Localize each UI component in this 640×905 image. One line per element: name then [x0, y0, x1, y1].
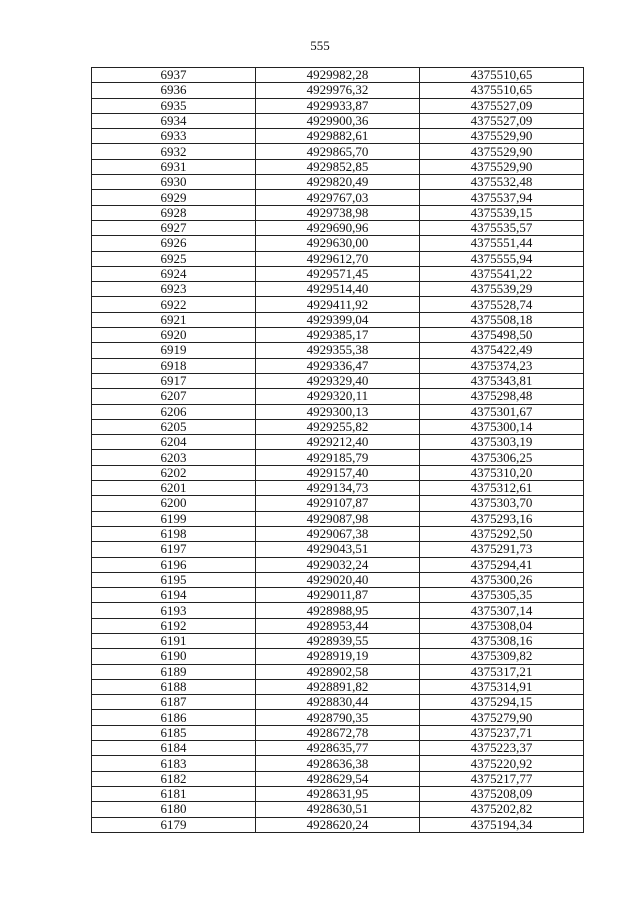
x-coordinate-cell: 4928790,35: [256, 710, 420, 725]
y-coordinate-cell: 4375312,61: [420, 481, 584, 496]
table-row: [92, 618, 584, 633]
x-coordinate-cell: 4929982,28: [256, 68, 420, 83]
x-coordinate-cell: 4929067,38: [256, 526, 420, 541]
x-coordinate-cell: 4929043,51: [256, 542, 420, 557]
x-coordinate-cell: 4928988,95: [256, 603, 420, 618]
x-coordinate-cell: 4928953,44: [256, 618, 420, 633]
x-coordinate-cell: 4929011,87: [256, 588, 420, 603]
x-coordinate-cell: 4929571,45: [256, 266, 420, 281]
table-row: [92, 190, 584, 205]
point-number-cell: 6185: [92, 725, 256, 740]
table-row: [92, 389, 584, 404]
table-row: [92, 542, 584, 557]
y-coordinate-cell: 4375237,71: [420, 725, 584, 740]
table-row: [92, 465, 584, 480]
y-coordinate-cell: 4375343,81: [420, 373, 584, 388]
point-number-cell: 6925: [92, 251, 256, 266]
y-coordinate-cell: 4375422,49: [420, 343, 584, 358]
table-row: [92, 526, 584, 541]
table-row: [92, 404, 584, 419]
point-number-cell: 6179: [92, 817, 256, 832]
point-number-cell: 6935: [92, 98, 256, 113]
table-row: [92, 695, 584, 710]
x-coordinate-cell: 4929933,87: [256, 98, 420, 113]
y-coordinate-cell: 4375279,90: [420, 710, 584, 725]
table-row: [92, 98, 584, 113]
table-row: [92, 282, 584, 297]
table-row: [92, 113, 584, 128]
y-coordinate-cell: 4375309,82: [420, 649, 584, 664]
y-coordinate-cell: 4375537,94: [420, 190, 584, 205]
y-coordinate-cell: 4375220,92: [420, 756, 584, 771]
y-coordinate-cell: 4375510,65: [420, 83, 584, 98]
y-coordinate-cell: 4375535,57: [420, 220, 584, 235]
table-row: [92, 664, 584, 679]
y-coordinate-cell: 4375532,48: [420, 175, 584, 190]
point-number-cell: 6919: [92, 343, 256, 358]
table-row: [92, 419, 584, 434]
y-coordinate-cell: 4375310,20: [420, 465, 584, 480]
x-coordinate-cell: 4929976,32: [256, 83, 420, 98]
x-coordinate-cell: 4929385,17: [256, 328, 420, 343]
point-number-cell: 6203: [92, 450, 256, 465]
point-number-cell: 6199: [92, 511, 256, 526]
table-row: [92, 496, 584, 511]
y-coordinate-cell: 4375529,90: [420, 129, 584, 144]
x-coordinate-cell: 4929329,40: [256, 373, 420, 388]
y-coordinate-cell: 4375303,19: [420, 435, 584, 450]
x-coordinate-cell: 4929134,73: [256, 481, 420, 496]
point-number-cell: 6181: [92, 786, 256, 801]
table-row: [92, 679, 584, 694]
table-row: [92, 435, 584, 450]
x-coordinate-cell: 4929767,03: [256, 190, 420, 205]
x-coordinate-cell: 4929411,92: [256, 297, 420, 312]
table-row: [92, 83, 584, 98]
point-number-cell: 6194: [92, 588, 256, 603]
point-number-cell: 6190: [92, 649, 256, 664]
y-coordinate-cell: 4375308,16: [420, 633, 584, 648]
point-number-cell: 6929: [92, 190, 256, 205]
point-number-cell: 6182: [92, 771, 256, 786]
x-coordinate-cell: 4929107,87: [256, 496, 420, 511]
point-number-cell: 6937: [92, 68, 256, 83]
table-row: [92, 159, 584, 174]
table-row: [92, 68, 584, 83]
table-row: [92, 373, 584, 388]
table-row: [92, 511, 584, 526]
table-row: [92, 358, 584, 373]
point-number-cell: 6923: [92, 282, 256, 297]
y-coordinate-cell: 4375551,44: [420, 236, 584, 251]
table-row: [92, 236, 584, 251]
point-number-cell: 6198: [92, 526, 256, 541]
y-coordinate-cell: 4375305,35: [420, 588, 584, 603]
point-number-cell: 6184: [92, 741, 256, 756]
table-row: [92, 129, 584, 144]
y-coordinate-cell: 4375300,26: [420, 572, 584, 587]
point-number-cell: 6202: [92, 465, 256, 480]
point-number-cell: 6204: [92, 435, 256, 450]
point-number-cell: 6928: [92, 205, 256, 220]
x-coordinate-cell: 4929020,40: [256, 572, 420, 587]
y-coordinate-cell: 4375498,50: [420, 328, 584, 343]
y-coordinate-cell: 4375217,77: [420, 771, 584, 786]
table-row: [92, 710, 584, 725]
point-number-cell: 6196: [92, 557, 256, 572]
point-number-cell: 6189: [92, 664, 256, 679]
point-number-cell: 6192: [92, 618, 256, 633]
y-coordinate-cell: 4375529,90: [420, 159, 584, 174]
table-row: [92, 802, 584, 817]
y-coordinate-cell: 4375317,21: [420, 664, 584, 679]
y-coordinate-cell: 4375208,09: [420, 786, 584, 801]
y-coordinate-cell: 4375292,50: [420, 526, 584, 541]
x-coordinate-cell: 4929185,79: [256, 450, 420, 465]
y-coordinate-cell: 4375202,82: [420, 802, 584, 817]
x-coordinate-cell: 4929852,85: [256, 159, 420, 174]
y-coordinate-cell: 4375294,15: [420, 695, 584, 710]
x-coordinate-cell: 4928939,55: [256, 633, 420, 648]
point-number-cell: 6206: [92, 404, 256, 419]
y-coordinate-cell: 4375374,23: [420, 358, 584, 373]
point-number-cell: 6926: [92, 236, 256, 251]
x-coordinate-cell: 4928635,77: [256, 741, 420, 756]
x-coordinate-cell: 4929882,61: [256, 129, 420, 144]
table-row: [92, 786, 584, 801]
table-row: [92, 633, 584, 648]
y-coordinate-cell: 4375510,65: [420, 68, 584, 83]
y-coordinate-cell: 4375307,14: [420, 603, 584, 618]
point-number-cell: 6922: [92, 297, 256, 312]
y-coordinate-cell: 4375308,04: [420, 618, 584, 633]
table-row: [92, 312, 584, 327]
table-row: [92, 741, 584, 756]
table-row: [92, 266, 584, 281]
y-coordinate-cell: 4375306,25: [420, 450, 584, 465]
x-coordinate-cell: 4928631,95: [256, 786, 420, 801]
point-number-cell: 6924: [92, 266, 256, 281]
table-row: [92, 725, 584, 740]
table-row: [92, 572, 584, 587]
x-coordinate-cell: 4929255,82: [256, 419, 420, 434]
point-number-cell: 6931: [92, 159, 256, 174]
x-coordinate-cell: 4928919,19: [256, 649, 420, 664]
table-row: [92, 220, 584, 235]
point-number-cell: 6921: [92, 312, 256, 327]
table-row: [92, 649, 584, 664]
x-coordinate-cell: 4928830,44: [256, 695, 420, 710]
table-row: [92, 771, 584, 786]
x-coordinate-cell: 4928629,54: [256, 771, 420, 786]
point-number-cell: 6187: [92, 695, 256, 710]
y-coordinate-cell: 4375294,41: [420, 557, 584, 572]
x-coordinate-cell: 4929087,98: [256, 511, 420, 526]
y-coordinate-cell: 4375527,09: [420, 98, 584, 113]
y-coordinate-cell: 4375541,22: [420, 266, 584, 281]
y-coordinate-cell: 4375528,74: [420, 297, 584, 312]
y-coordinate-cell: 4375555,94: [420, 251, 584, 266]
x-coordinate-cell: 4929738,98: [256, 205, 420, 220]
point-number-cell: 6200: [92, 496, 256, 511]
y-coordinate-cell: 4375303,70: [420, 496, 584, 511]
x-coordinate-cell: 4929865,70: [256, 144, 420, 159]
point-number-cell: 6207: [92, 389, 256, 404]
point-number-cell: 6933: [92, 129, 256, 144]
y-coordinate-cell: 4375293,16: [420, 511, 584, 526]
x-coordinate-cell: 4929355,38: [256, 343, 420, 358]
table-row: [92, 343, 584, 358]
y-coordinate-cell: 4375194,34: [420, 817, 584, 832]
x-coordinate-cell: 4929399,04: [256, 312, 420, 327]
point-number-cell: 6934: [92, 113, 256, 128]
x-coordinate-cell: 4929032,24: [256, 557, 420, 572]
table-row: [92, 817, 584, 832]
point-number-cell: 6186: [92, 710, 256, 725]
point-number-cell: 6918: [92, 358, 256, 373]
point-number-cell: 6917: [92, 373, 256, 388]
table-row: [92, 251, 584, 266]
y-coordinate-cell: 4375314,91: [420, 679, 584, 694]
x-coordinate-cell: 4928620,24: [256, 817, 420, 832]
y-coordinate-cell: 4375508,18: [420, 312, 584, 327]
point-number-cell: 6930: [92, 175, 256, 190]
point-number-cell: 6180: [92, 802, 256, 817]
x-coordinate-cell: 4929157,40: [256, 465, 420, 480]
point-number-cell: 6183: [92, 756, 256, 771]
y-coordinate-cell: 4375529,90: [420, 144, 584, 159]
x-coordinate-cell: 4929630,00: [256, 236, 420, 251]
y-coordinate-cell: 4375300,14: [420, 419, 584, 434]
table-row: [92, 328, 584, 343]
x-coordinate-cell: 4929514,40: [256, 282, 420, 297]
table-row: [92, 588, 584, 603]
y-coordinate-cell: 4375301,67: [420, 404, 584, 419]
table-row: [92, 205, 584, 220]
x-coordinate-cell: 4929336,47: [256, 358, 420, 373]
x-coordinate-cell: 4928902,58: [256, 664, 420, 679]
table-row: [92, 297, 584, 312]
point-number-cell: 6197: [92, 542, 256, 557]
point-number-cell: 6205: [92, 419, 256, 434]
table-row: [92, 144, 584, 159]
table-row: [92, 756, 584, 771]
coordinates-table-body: [92, 68, 584, 833]
point-number-cell: 6188: [92, 679, 256, 694]
x-coordinate-cell: 4929300,13: [256, 404, 420, 419]
coordinates-table: [91, 67, 584, 833]
point-number-cell: 6201: [92, 481, 256, 496]
y-coordinate-cell: 4375527,09: [420, 113, 584, 128]
x-coordinate-cell: 4929900,36: [256, 113, 420, 128]
x-coordinate-cell: 4928636,38: [256, 756, 420, 771]
y-coordinate-cell: 4375539,15: [420, 205, 584, 220]
table-row: [92, 603, 584, 618]
table-row: [92, 175, 584, 190]
x-coordinate-cell: 4929212,40: [256, 435, 420, 450]
point-number-cell: 6932: [92, 144, 256, 159]
page-number: 555: [310, 38, 330, 53]
table-row: [92, 450, 584, 465]
y-coordinate-cell: 4375223,37: [420, 741, 584, 756]
x-coordinate-cell: 4929612,70: [256, 251, 420, 266]
x-coordinate-cell: 4928891,82: [256, 679, 420, 694]
point-number-cell: 6193: [92, 603, 256, 618]
x-coordinate-cell: 4929820,49: [256, 175, 420, 190]
point-number-cell: 6191: [92, 633, 256, 648]
y-coordinate-cell: 4375298,48: [420, 389, 584, 404]
point-number-cell: 6927: [92, 220, 256, 235]
point-number-cell: 6936: [92, 83, 256, 98]
x-coordinate-cell: 4928672,78: [256, 725, 420, 740]
point-number-cell: 6195: [92, 572, 256, 587]
y-coordinate-cell: 4375539,29: [420, 282, 584, 297]
point-number-cell: 6920: [92, 328, 256, 343]
table-row: [92, 481, 584, 496]
table-row: [92, 557, 584, 572]
y-coordinate-cell: 4375291,73: [420, 542, 584, 557]
x-coordinate-cell: 4929690,96: [256, 220, 420, 235]
x-coordinate-cell: 4928630,51: [256, 802, 420, 817]
x-coordinate-cell: 4929320,11: [256, 389, 420, 404]
